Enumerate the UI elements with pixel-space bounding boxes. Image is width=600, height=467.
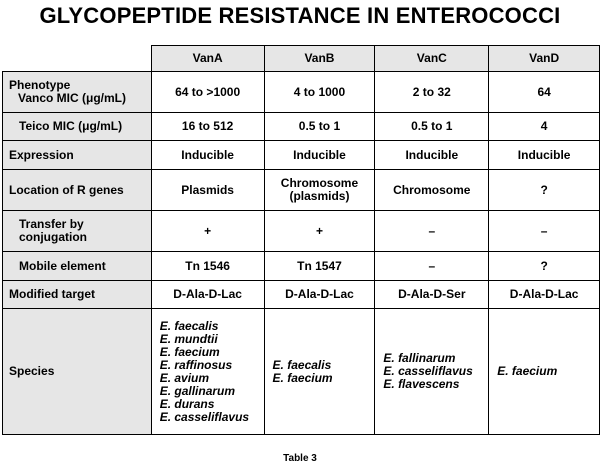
cell-species-vana bbox=[151, 309, 264, 435]
column-header-vand: VanD bbox=[489, 46, 600, 72]
cell-target-vand: D-Ala-D-Lac bbox=[489, 281, 600, 309]
cell-phenotype-vana: 64 to >1000 bbox=[151, 72, 264, 113]
cell-teico-vana: 16 to 512 bbox=[151, 113, 264, 141]
table-row-transfer bbox=[3, 211, 600, 252]
header-row bbox=[3, 46, 600, 72]
corner-cell bbox=[3, 46, 152, 72]
species-item: E. faecalis bbox=[159, 318, 219, 333]
table-row-species bbox=[3, 309, 600, 435]
cell-target-vanb: D-Ala-D-Lac bbox=[264, 281, 375, 309]
cell-expression-vand: Inducible bbox=[489, 141, 600, 170]
cell-transfer-vand: – bbox=[489, 211, 600, 252]
species-item: E. mundtii bbox=[159, 331, 218, 346]
column-header-vanc: VanC bbox=[375, 46, 489, 72]
cell-location-vanb bbox=[264, 170, 375, 211]
phenotype-label: Phenotype bbox=[9, 78, 71, 92]
cell-transfer-vana: + bbox=[151, 211, 264, 252]
table-row-target bbox=[3, 281, 600, 309]
cell-species-vanb bbox=[264, 309, 375, 435]
column-header-vanb: VanB bbox=[264, 46, 375, 72]
species-item: E. avium bbox=[159, 370, 210, 385]
species-item: E. faecium bbox=[159, 344, 220, 359]
table-row-phenotype bbox=[3, 72, 600, 113]
cell-target-vanc: D-Ala-D-Ser bbox=[375, 281, 489, 309]
cell-expression-vana: Inducible bbox=[151, 141, 264, 170]
cell-teico-vand: 4 bbox=[489, 113, 600, 141]
species-item: E. faecium bbox=[497, 364, 558, 378]
location-vanb-main: Chromosome bbox=[280, 176, 359, 190]
species-item: E. faecium bbox=[272, 370, 333, 385]
row-label-transfer bbox=[3, 211, 152, 252]
table-caption: Table 3 bbox=[283, 453, 317, 464]
cell-mobile-vand: ? bbox=[489, 252, 600, 281]
cell-expression-vanb: Inducible bbox=[264, 141, 375, 170]
cell-teico-vanc: 0.5 to 1 bbox=[375, 113, 489, 141]
table-row-location bbox=[3, 170, 600, 211]
transfer-label-line2: conjugation bbox=[19, 230, 87, 244]
table-row-mobile bbox=[3, 252, 600, 281]
cell-transfer-vanb: + bbox=[264, 211, 375, 252]
species-item: E. casseliflavus bbox=[159, 409, 250, 424]
cell-location-vand: ? bbox=[489, 170, 600, 211]
species-item: E. faecalis bbox=[272, 357, 332, 372]
row-label-mobile: Mobile element bbox=[3, 252, 152, 281]
cell-expression-vanc: Inducible bbox=[375, 141, 489, 170]
cell-mobile-vana: Tn 1546 bbox=[151, 252, 264, 281]
cell-location-vanc: Chromosome bbox=[375, 170, 489, 211]
species-item: E. flavescens bbox=[383, 377, 460, 391]
cell-transfer-vanc: – bbox=[375, 211, 489, 252]
resistance-table bbox=[2, 45, 600, 435]
vanco-mic-label: Vanco MIC (μg/mL) bbox=[18, 91, 127, 105]
species-item: E. fallinarum bbox=[383, 351, 456, 365]
row-label-phenotype bbox=[3, 72, 152, 113]
species-item: E. raffinosus bbox=[159, 357, 233, 372]
table-row-teico bbox=[3, 113, 600, 141]
cell-phenotype-vanb: 4 to 1000 bbox=[264, 72, 375, 113]
table-row-expression bbox=[3, 141, 600, 170]
cell-mobile-vanb: Tn 1547 bbox=[264, 252, 375, 281]
page-title: GLYCOPEPTIDE RESISTANCE IN ENTEROCOCCI bbox=[39, 3, 561, 28]
cell-teico-vanb: 0.5 to 1 bbox=[264, 113, 375, 141]
cell-phenotype-vand: 64 bbox=[489, 72, 600, 113]
row-label-teico: Teico MIC (μg/mL) bbox=[3, 113, 152, 141]
cell-species-vand bbox=[489, 309, 600, 435]
row-label-expression: Expression bbox=[3, 141, 152, 170]
cell-species-vanc bbox=[375, 309, 489, 435]
species-item: E. durans bbox=[159, 396, 215, 411]
cell-target-vana: D-Ala-D-Lac bbox=[151, 281, 264, 309]
species-item: E. gallinarum bbox=[159, 383, 236, 398]
row-label-location: Location of R genes bbox=[3, 170, 152, 211]
row-label-species: Species bbox=[3, 309, 152, 435]
transfer-label-line1: Transfer by bbox=[19, 217, 84, 231]
cell-location-vana: Plasmids bbox=[151, 170, 264, 211]
column-header-vana: VanA bbox=[151, 46, 264, 72]
cell-mobile-vanc: – bbox=[375, 252, 489, 281]
cell-phenotype-vanc: 2 to 32 bbox=[375, 72, 489, 113]
species-item: E. casseliflavus bbox=[383, 364, 473, 378]
location-vanb-note: (plasmids) bbox=[289, 189, 350, 203]
row-label-target: Modified target bbox=[3, 281, 152, 309]
